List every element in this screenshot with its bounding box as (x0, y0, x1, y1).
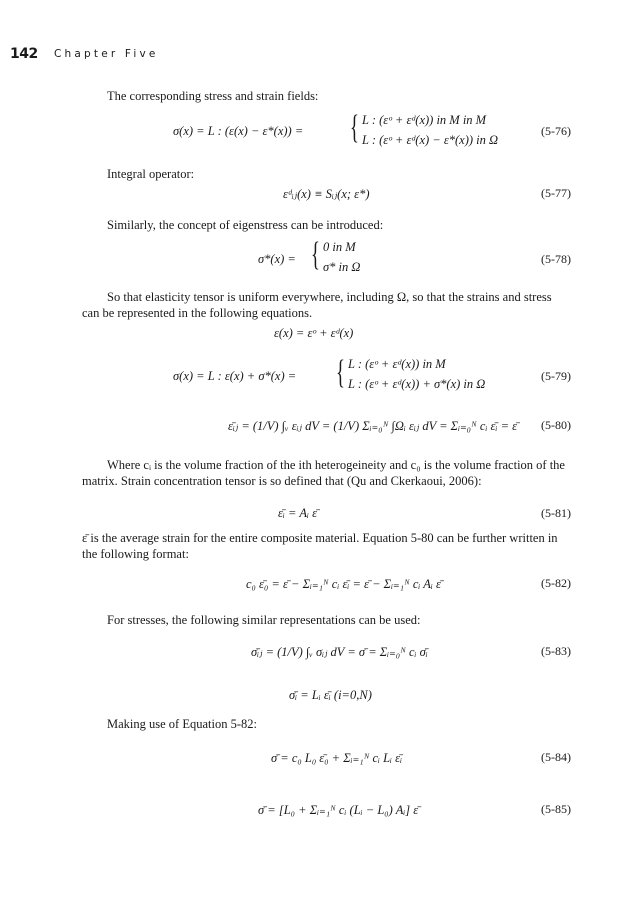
equation-case: L : (εᵒ + εᵈ(x)) in M in M (362, 113, 487, 127)
equation-body: σ̄ = [L₀ + Σᵢ₌₁ᴺ cᵢ (Lᵢ − L₀) Aᵢ] ε̄ (258, 803, 419, 817)
equation-number: (5-76) (541, 124, 571, 138)
equation-lhs: σ(x) = L : ε(x) + σ*(x) = (173, 369, 297, 383)
paragraph: Where cᵢ is the volume fraction of the ith heterogeineity and c₀ is the volume fraction of the matrix. Strain concentration tensor is so defined that (Qu and Ckerkaoui, 2006): (82, 458, 565, 488)
paragraph: The corresponding stress and strain fields: (107, 89, 319, 103)
equation-body: εᵈᵢⱼ(x) ≡ Sᵢⱼ(x; ε*) (283, 187, 370, 201)
equation-number: (5-78) (541, 252, 571, 266)
equation-body: ε̄ᵢ = Aᵢ ε̄ (278, 506, 318, 520)
brace-icon: { (336, 354, 345, 391)
chapter-title: Chapter Five (54, 48, 159, 60)
equation-number: (5-83) (541, 644, 571, 658)
equation-lhs: σ(x) = L : (ε(x) − ε*(x)) = (173, 124, 304, 138)
paragraph: So that elasticity tensor is uniform everywhere, including Ω, so that the strains and stress can be represented in the following equations. (82, 290, 552, 320)
equation-body: σ̄ᵢ = Lᵢ ε̄ᵢ (i=0,N) (289, 688, 372, 702)
equation-number: (5-84) (541, 750, 571, 764)
brace-icon: { (350, 109, 359, 146)
equation-body: ε̄ᵢⱼ = (1/V) ∫ᵥ εᵢⱼ dV = (1/V) Σᵢ₌₀ᴺ ∫Ωᵢ εᵢⱼ dV = Σᵢ₌₀ᴺ cᵢ ε̄ᵢ = ε̄ (228, 419, 518, 433)
paragraph: Making use of Equation 5-82: (107, 717, 257, 731)
equation-body: σ̄ᵢⱼ = (1/V) ∫ᵥ σᵢⱼ dV = σ̄ = Σᵢ₌₀ᴺ cᵢ σ̄ᵢ (251, 645, 428, 659)
equation-number: (5-80) (541, 418, 571, 432)
paragraph: For stresses, the following similar representations can be used: (107, 613, 421, 627)
equation-number: (5-77) (541, 186, 571, 200)
equation-case: L : (εᵒ + εᵈ(x)) + σ*(x) in Ω (348, 377, 486, 391)
brace-icon: { (311, 236, 320, 273)
paragraph: ε̄ is the average strain for the entire composite material. Equation 5-80 can be further written in the following format: (82, 531, 558, 561)
page-number: 142 (10, 46, 38, 62)
equation-body: c₀ ε̄₀ = ε̄ − Σᵢ₌₁ᴺ cᵢ ε̄ᵢ = ε̄ − Σᵢ₌₁ᴺ cᵢ Aᵢ ε̄ (246, 577, 441, 591)
equation-case: L : (εᵒ + εᵈ(x) − ε*(x)) in Ω (362, 133, 499, 147)
equation-case: σ* in Ω (323, 260, 361, 274)
paragraph: Integral operator: (107, 167, 195, 181)
equation-body: ε(x) = εᵒ + εᵈ(x) (274, 326, 354, 340)
paragraph: Similarly, the concept of eigenstress can be introduced: (107, 218, 384, 232)
equation-number: (5-85) (541, 802, 571, 816)
equation-number: (5-82) (541, 576, 571, 590)
equation-case: 0 in M (323, 240, 356, 254)
equation-case: L : (εᵒ + εᵈ(x)) in M (348, 357, 446, 371)
equation-lhs: σ*(x) = (258, 252, 296, 266)
equation-number: (5-79) (541, 369, 571, 383)
equation-body: σ̄ = c₀ L₀ ε̄₀ + Σᵢ₌₁ᴺ cᵢ Lᵢ ε̄ᵢ (271, 751, 403, 765)
equation-number: (5-81) (541, 506, 571, 520)
